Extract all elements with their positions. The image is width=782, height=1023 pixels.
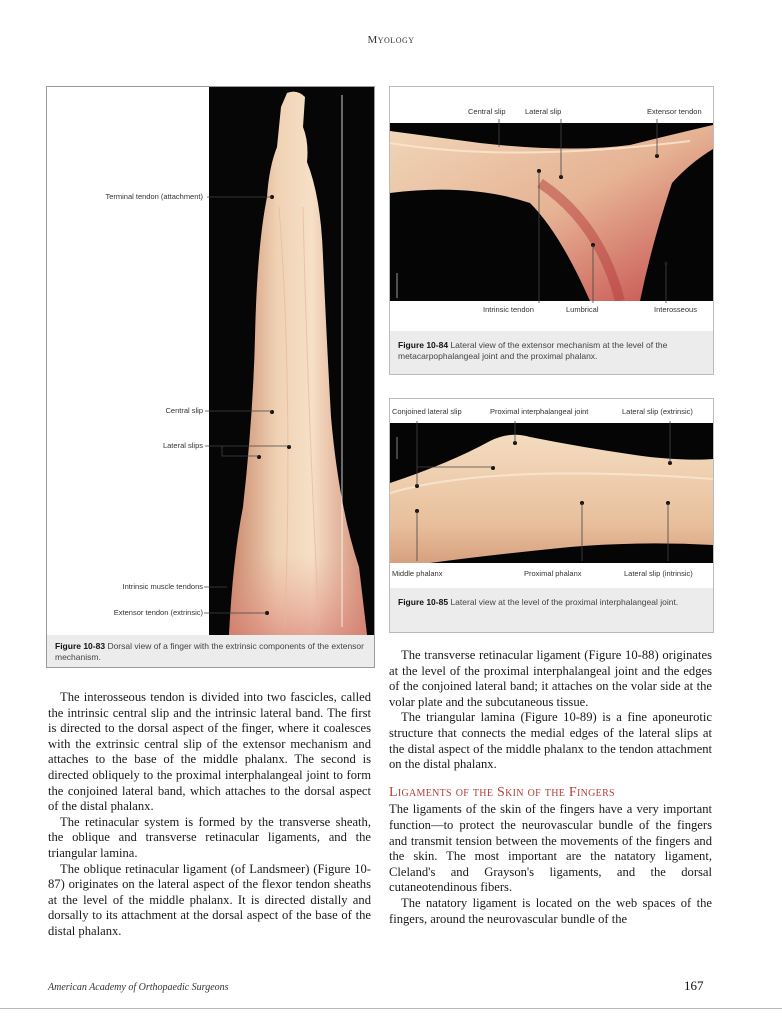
- right-text-column: [389, 648, 712, 927]
- label-intrinsic-tendon: Intrinsic tendon: [483, 305, 534, 314]
- caption-number: Figure 10-85: [398, 597, 449, 607]
- caption-text: Lateral view at the level of the proximal interphalangeal joint.: [448, 597, 679, 607]
- left-text-column: [48, 690, 371, 940]
- bottom-rule: [0, 1008, 782, 1009]
- fig85-leader-lines: [390, 399, 713, 569]
- label-middle-phalanx: Middle phalanx: [392, 569, 443, 578]
- paragraph: The retinacular system is formed by the transverse sheath, the oblique and transverse retinacular ligaments, and the triangular lamina.: [48, 814, 371, 860]
- label-extensor-tendon: Extensor tendon: [647, 107, 702, 116]
- running-header: Myology: [367, 34, 415, 46]
- label-lateral-slip: Lateral slip: [525, 107, 562, 116]
- paragraph: The interosseous tendon is divided into two fascicles, called the intrinsic central slip and the intrinsic lateral band. The first is directed to the dorsal aspect of the finger, where it coalesces with the extrinsic central slip of the extensor mechanism and attaches to the base of the middle phalanx. The second is directed obliquely to the proximal interphalangeal joint to form the conjoined lateral band, which attaches to the dorsal aspect of the distal phalanx.: [48, 690, 371, 814]
- label-proximal-phalanx: Proximal phalanx: [524, 569, 582, 578]
- label-intrinsic-muscle-tendons: Intrinsic muscle tendons: [122, 582, 203, 591]
- label-lateral-slips: Lateral slips: [162, 441, 203, 450]
- paragraph: The oblique retinacular ligament (of Landsmeer) (Figure 10-87) originates on the lateral aspect of the flexor tendon sheaths at the level of the middle phalanx. It is directed distally and dorsally to its attachment at the dorsal aspect of the base of the distal phalanx.: [48, 861, 371, 938]
- footer-publisher: American Academy of Orthopaedic Surgeons: [48, 982, 229, 993]
- label-extensor-tendon-extrinsic: Extensor tendon (extrinsic): [113, 608, 203, 617]
- paragraph: The triangular lamina (Figure 10-89) is a fine aponeurotic structure that connects the medial edges of the lateral slips at the distal aspect of the middle phalanx to the tendon attachment on the distal phalanx.: [389, 710, 712, 772]
- caption-text: Lateral view of the extensor mechanism at the level of the metacarpophalangeal joint and the proximal phalanx.: [398, 340, 668, 361]
- caption-text: Dorsal view of a finger with the extrinsic components of the extensor mechanism.: [55, 641, 364, 662]
- label-conjoined-lateral-slip: Conjoined lateral slip: [392, 407, 462, 416]
- paragraph: The ligaments of the skin of the fingers have a very important function—to protect the neurovascular bundle of the fingers and transmit tension between the movements of the fingers and the skin. The most important are the natatory ligament, Cleland's and Grayson's ligaments, and the dorsal cutaneotendinous fibers.: [389, 802, 712, 895]
- label-pip-joint: Proximal interphalangeal joint: [490, 407, 589, 416]
- paragraph: The natatory ligament is located on the web spaces of the fingers, around the neurovascular bundle of the: [389, 895, 712, 926]
- figure-10-85: [389, 398, 714, 633]
- paragraph: The transverse retinacular ligament (Figure 10-88) originates at the level of the proximal interphalangeal joint and the edges of the conjoined lateral band; it attaches on the volar side at the volar plate and the subcutaneous tissue.: [389, 648, 712, 709]
- label-lumbrical: Lumbrical: [566, 305, 599, 314]
- label-terminal-tendon: Terminal tendon (attachment): [105, 192, 203, 201]
- fig83-leader-lines: [47, 87, 374, 635]
- figure-10-83-caption: [47, 635, 374, 667]
- label-central-slip: Central slip: [468, 107, 506, 116]
- label-lateral-slip-extrinsic: Lateral slip (extrinsic): [622, 407, 693, 416]
- figure-10-84-caption: [390, 331, 713, 374]
- label-lateral-slip-intrinsic: Lateral slip (intrinsic): [624, 569, 693, 578]
- caption-number: Figure 10-84: [398, 340, 449, 350]
- fig84-leader-lines: [390, 87, 713, 317]
- figure-10-85-caption: [390, 588, 713, 632]
- label-central-slip: Central slip: [165, 406, 203, 415]
- figure-10-83: [46, 86, 375, 668]
- caption-number: Figure 10-83: [55, 641, 106, 651]
- section-heading: Ligaments of the Skin of the Fingers: [389, 784, 615, 800]
- label-interosseous: Interosseous: [654, 305, 697, 314]
- page-number: 167: [684, 978, 704, 993]
- figure-10-84: [389, 86, 714, 375]
